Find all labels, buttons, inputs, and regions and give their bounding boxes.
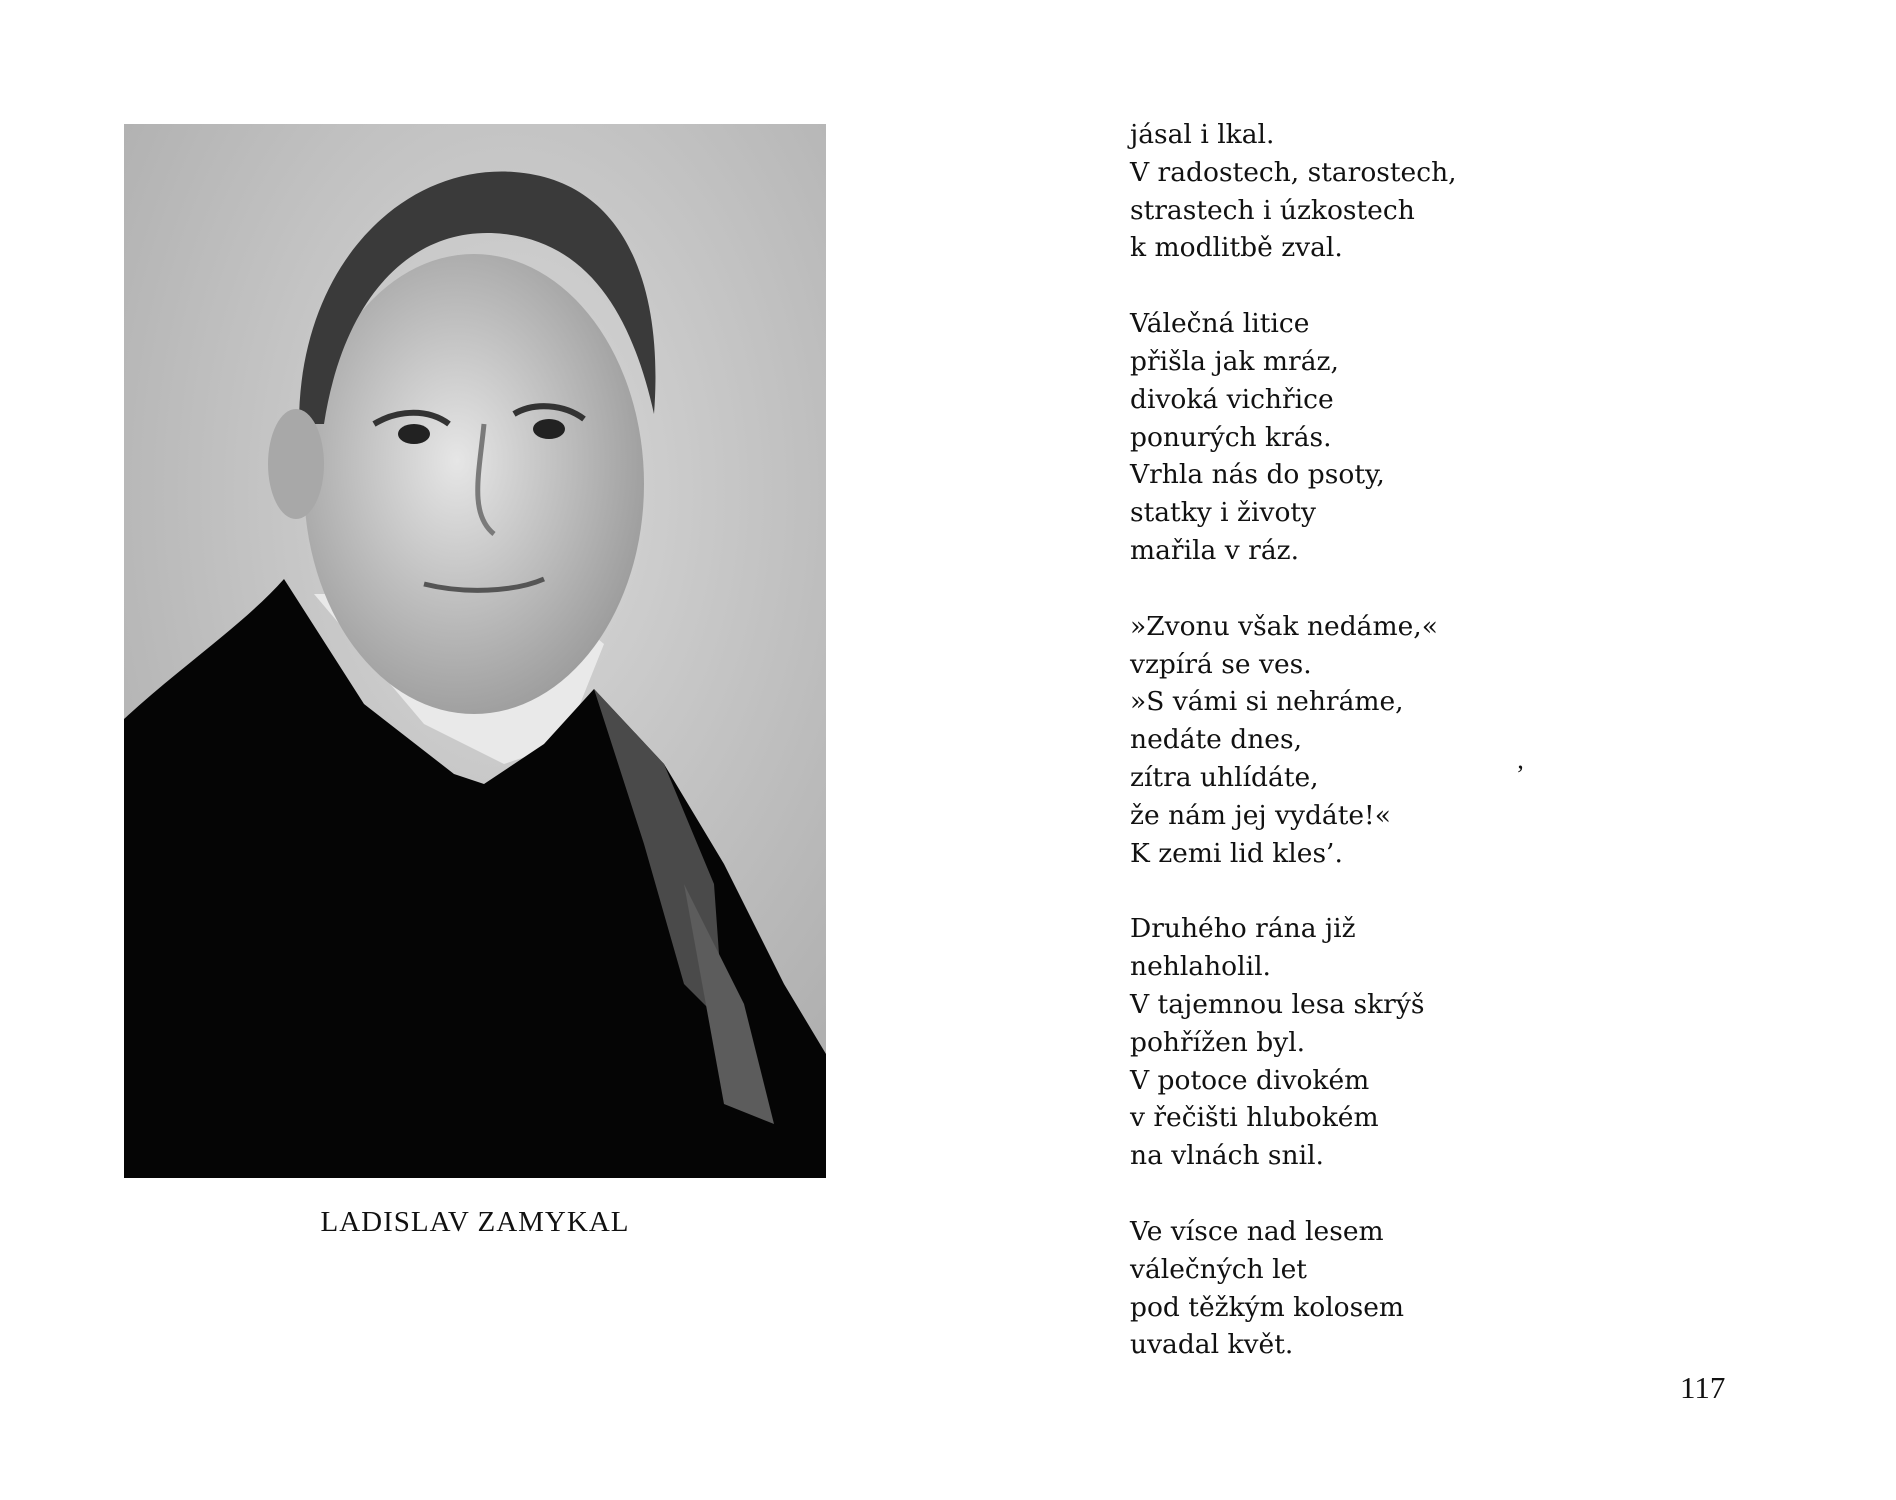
- poem-line: k modlitbě zval.: [1130, 232, 1343, 264]
- stanza: [1130, 910, 1650, 1175]
- poem-line: jásal i lkal.: [1130, 119, 1275, 150]
- poem-line: Druhého rána již: [1130, 913, 1356, 945]
- poem-line: V radostech, starostech,: [1130, 156, 1457, 188]
- portrait-photo: [124, 124, 826, 1178]
- poem-line: nehlaholil.: [1130, 951, 1271, 983]
- poem-line: na vlnách snil.: [1130, 1140, 1324, 1172]
- poem-line: pohřížen byl.: [1130, 1026, 1306, 1058]
- photo-caption: LADISLAV ZAMYKAL: [320, 1206, 630, 1238]
- poem-line: pod těžkým kolosem: [1130, 1291, 1405, 1323]
- stanza: [1130, 116, 1650, 267]
- poem-line: »Zvonu však nedáme,«: [1130, 610, 1438, 642]
- poem-line: statky i životy: [1130, 497, 1317, 529]
- poem-line: zítra uhlídáte,: [1130, 761, 1319, 793]
- poem-line: V tajemnou lesa skrýš: [1130, 988, 1425, 1020]
- poem-line: strastech i úzkostech: [1130, 194, 1415, 226]
- stanza: [1130, 608, 1650, 873]
- poem-line: v řečišti hlubokém: [1130, 1102, 1379, 1134]
- poem-line: vzpírá se ves.: [1130, 648, 1312, 680]
- poem-line: Vrhla nás do psoty,: [1130, 459, 1385, 491]
- poem-line: V potoce divokém: [1130, 1064, 1370, 1096]
- stanza: [1130, 305, 1650, 570]
- poem-line: nedáte dnes,: [1130, 724, 1303, 756]
- poem-text: [1130, 116, 1650, 1402]
- poem-line: uvadal květ.: [1130, 1329, 1294, 1361]
- poem-line: K zemi lid kles’.: [1130, 837, 1343, 869]
- poem-line: přišla jak mráz,: [1130, 345, 1339, 377]
- poem-line: mařila v ráz.: [1130, 534, 1300, 566]
- stanza: [1130, 1213, 1650, 1364]
- poem-line: ponurých krás.: [1130, 421, 1332, 453]
- poem-line: »S vámi si nehráme,: [1130, 686, 1404, 718]
- portrait-illustration: [124, 124, 826, 1178]
- poem-line: válečných let: [1130, 1253, 1307, 1285]
- poem-line: divoká vichřice: [1130, 383, 1334, 415]
- poem-line: Ve vísce nad lesem: [1130, 1215, 1384, 1247]
- poem-line: že nám jej vydáte!«: [1130, 799, 1391, 831]
- poem-line: Válečná litice: [1130, 308, 1310, 340]
- page-number: 117: [1680, 1370, 1726, 1405]
- stray-mark: ’: [1516, 760, 1525, 789]
